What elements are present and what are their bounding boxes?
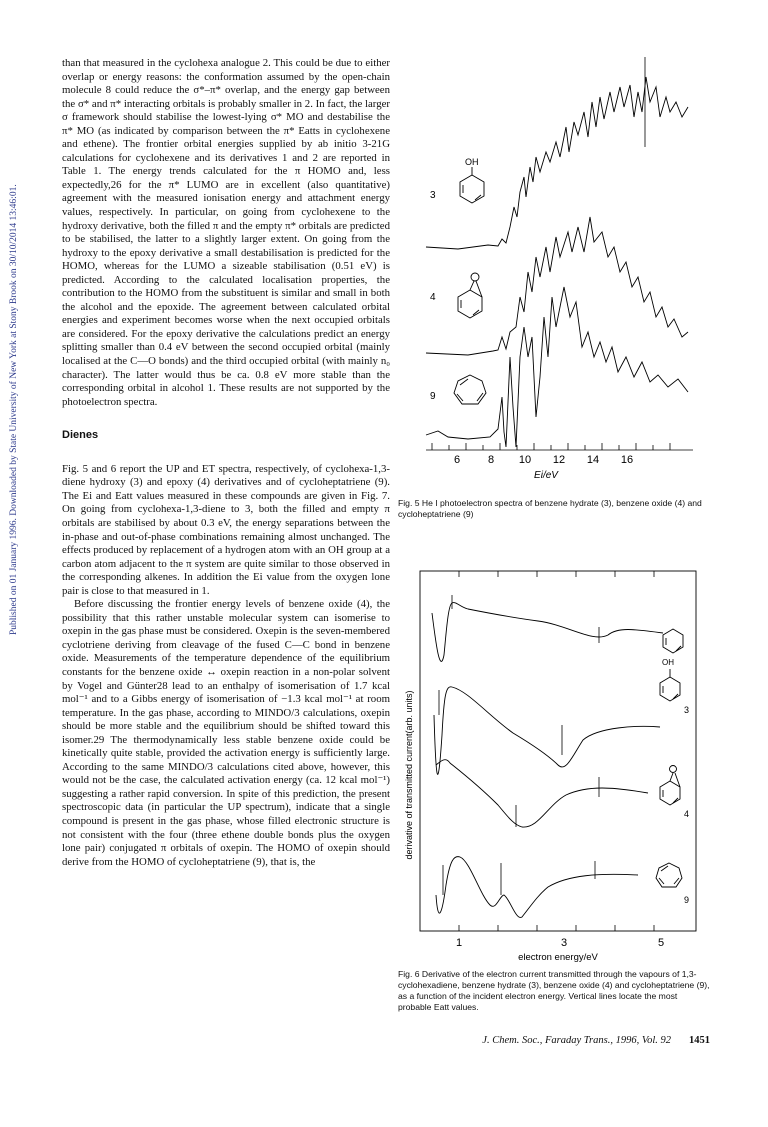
cycloheptatriene-structure [454, 375, 486, 404]
figure-6 [398, 565, 708, 965]
figure-5 [398, 57, 708, 492]
compound-label-4: 4 [430, 292, 436, 303]
et-trace-cyclohexadiene [432, 603, 663, 662]
journal-citation: J. Chem. Soc., Faraday Trans., 1996, Vol. 92 [482, 1035, 671, 1046]
download-note: Published on 01 January 1996. Downloaded by State University of New York at Stony Brook on 30/10/2014 13:46:01. [9, 184, 19, 636]
left-column [62, 57, 390, 869]
paragraph: than that measured in the cyclohexa analogue 2. This could be due to either overlap or energy reasons: the conformation assumed by the open-chain molecule 8 could reduce the σ*–π* overlap, and the energy gap between the σ* and π* interacting orbitals is probably smaller in 2. In fact, the larger σ framework should stabilise the lowest-lying σ* MO and destabilise the π* MO (as indicated by comparison between the π* Eatts in cyclohexene and ethene). The frontier orbital energies supplied by ab initio 3-21G calculations for cyclohexene and its derivatives 1 and 2 are reported in Table 1. The energy trends calculated for the π HOMO and, less expectedly,26 for the π* LUMO are in excellent (also quantitative) agreement with the measured ionisation energy and attachment energy values, respectively. In particular, on going from cyclohexene to the hydroxy derivative, both the filled π and the empty π* orbitals are predicted to be stabilised, the latter to a slightly larger extent. On going from the hydroxy to the epoxy derivative a small destabilisation is predicted for the HOMO, whereas for the LUMO a sizeable stabilisation (0.51 eV) is predicted. According to the calculated localisation properties, the contribution to the HOMO from the substituent is similar and small in both the alcohol and the epoxide. The agreement between calculated orbital energies and experiment becomes worse when the next occupied orbitals are considered. For the epoxy derivative the calculations predict an energy splitting smaller than 0.4 eV between the second occupied orbital (mainly localised at the C—O bonds) and the third occupied orbital (with mainly n₀ character). The latter would thus be ca. 0.8 eV more stable than the corresponding orbital in alcohol 1. These results are not supported by the photoelectron spectra. [62, 57, 390, 408]
x-axis-label: electron energy/eV [518, 952, 598, 963]
compound-label-9: 9 [430, 391, 436, 402]
oxygen-atom-icon [471, 273, 479, 281]
figure-5-caption: Fig. 5 He I photoelectron spectra of benzene hydrate (3), benzene oxide (4) and cycloheptatriene (9) [398, 498, 702, 519]
compound-label-3: 3 [430, 190, 436, 201]
tick-label: 5 [657, 937, 665, 949]
et-trace-3 [434, 687, 660, 775]
tick-label: 3 [560, 937, 568, 949]
section-heading: Dienes [62, 429, 99, 442]
cycloheptatriene-structure [656, 863, 682, 887]
tick-label: 8 [487, 454, 495, 466]
spectrum-4-trace [426, 217, 688, 355]
figure-6-caption: Fig. 6 Derivative of the electron current transmitted through the vapours of 1,3-cyclohexadiene, benzene hydrate (3), benzene oxide (4) and cycloheptatriene (9), as a function of the incident electron energy. Vertical lines locate the most probable Eatt values. [398, 969, 710, 1012]
benzene-oxide-structure [458, 281, 482, 318]
benzene-hydrate-structure [460, 167, 484, 203]
tick-label: 6 [453, 454, 461, 466]
cyclohexadiene-structure [663, 629, 683, 653]
paragraph: Fig. 5 and 6 report the UP and ET spectra, respectively, of cyclohexa-1,3-diene hydroxy (3) and epoxy (4) derivatives and of cycloheptatriene (9). The Ei and Eatt values measured in these compounds are given in Fig. 7. On going from cyclohexa-1,3-diene to 3, both the filled and empty π orbitals are stabilised by about 0.3 eV, the energy separations between the in-phase and out-of-phase combinations remaining almost unchanged. The effects produced by replacement of a hydrogen atom with an OH group at a carbon atom adjacent to the π system are quite similar to those observed in the corresponding alkenes. In addition the Ei value from the oxygen lone pair is close to that measured in 1. [62, 462, 390, 597]
et-trace-9 [436, 857, 638, 918]
benzene-oxide-structure [660, 773, 680, 805]
compound-label-4: 4 [684, 809, 690, 819]
paragraph: Before discussing the frontier energy levels of benzene oxide (4), the possibility that this rather unstable molecular system can isomerise to oxepin in the gas phase must be considered. Oxepin is the seven-membered cyclotriene deriving from cleavage of the fused C—C bond in benzene oxide. Measurements of the temperature dependence of the equilibrium constants for the benzene oxide ↔ oxepin reaction in a non-polar solvent by Vogel and Günter28 lead to an enthalpy of isomerisation of 1.7 kcal mol⁻¹ and to a Gibbs energy of isomerisation of −1.3 kcal mol⁻¹ at room temperature. In the gas phase, according to MINDO/3 calculations, oxepin should be more stable and the equilibrium should be shifted toward this isomer.29 The thermodynamically less stable benzene oxide could be kinetically quite stable, provided the activation energy is sufficiently large. According to the same MINDO/3 calculations cited above, however, this would not be the case, the calculated activation energy (ca. 12 kcal mol⁻¹) suggesting a rather rapid conversion. In spite of this prediction, the present spectroscopic data (in particular the UP spectrum), indicate that a single compound is present in the gas phase, whose filled electronic structure is not consistent with the four (three ethene double bonds plus the oxygen lone pair) conjugated π orbitals of oxepin. The HOMO of oxepin should derive from the HOMO of cycloheptatriene (9), that is, the [62, 598, 390, 868]
y-axis-label: derivative of transmitted current(arb. units) [404, 690, 414, 860]
page-number: 1451 [689, 1035, 710, 1046]
tick-label: 14 [586, 454, 600, 466]
tick-label: 10 [518, 454, 532, 466]
plot-frame [420, 571, 696, 931]
oh-label: OH [465, 157, 479, 167]
compound-label-3: 3 [684, 705, 690, 715]
tick-label: 12 [552, 454, 566, 466]
x-axis-label: Ei/eV [534, 470, 558, 481]
tick-label: 1 [455, 937, 463, 949]
page-footer [440, 1035, 710, 1046]
oh-label: OH [662, 658, 674, 667]
oxygen-atom-icon [670, 766, 677, 773]
compound-label-9: 9 [684, 895, 690, 905]
benzene-hydrate-structure [660, 669, 680, 701]
x-axis-ticks [432, 443, 670, 450]
tick-label: 16 [620, 454, 634, 466]
et-trace-4 [436, 760, 648, 827]
spectrum-9-trace [426, 287, 688, 447]
